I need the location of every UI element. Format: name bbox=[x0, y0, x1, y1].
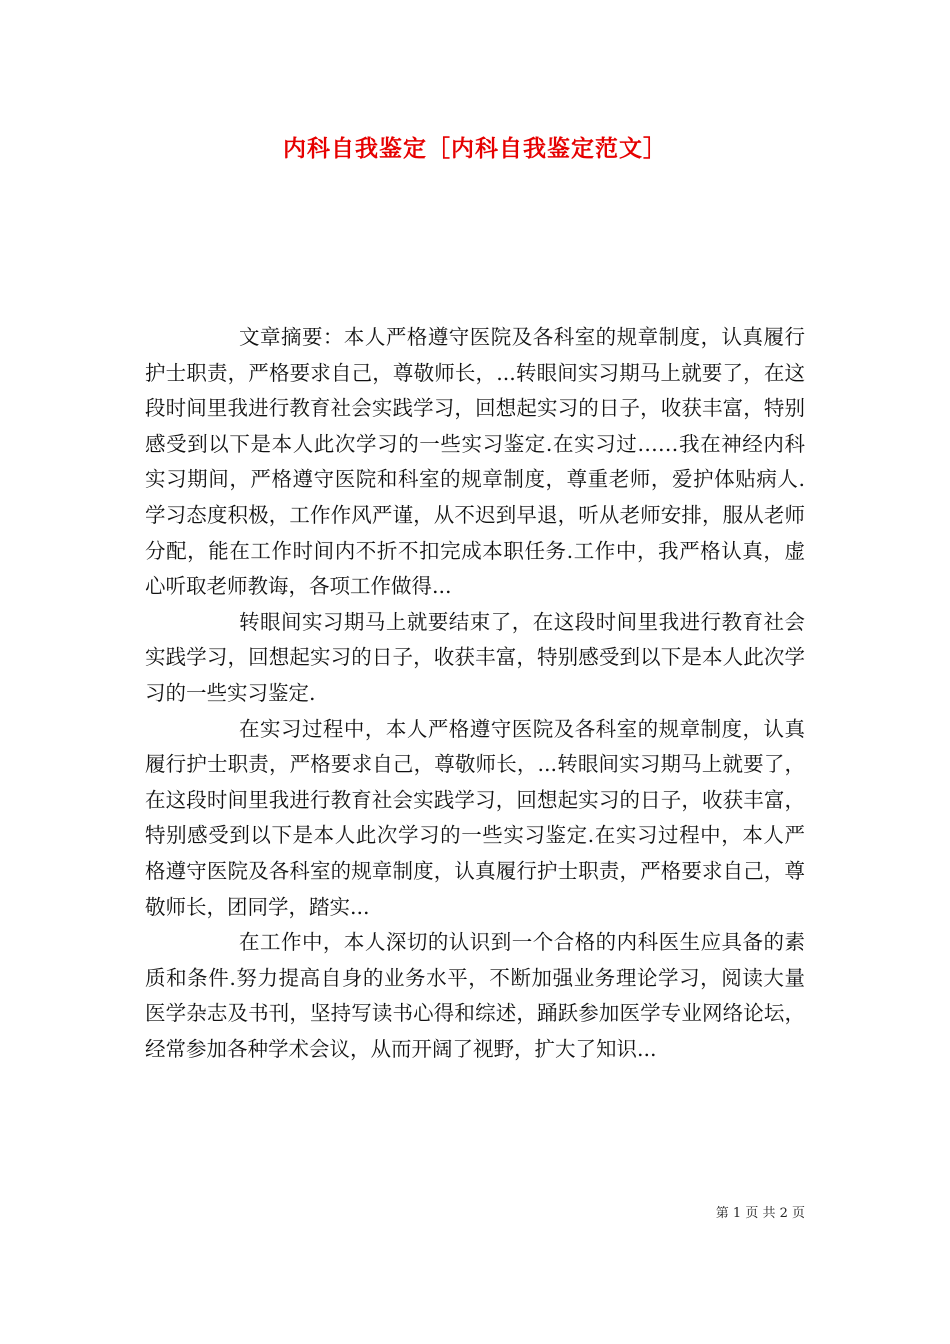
paragraph-3: 在实习过程中，本人严格遵守医院及各科室的规章制度，认真履行护士职责，严格要求自己，尊敬师长，...转眼间实习期马上就要了，在这段时间里我进行教育社会实践学习，回想起实习的日子，收获丰富，特别感受到以下是本人此次学习的一些实习鉴定.在实习过程中，本人严格遵守医院及各科室的规章制度，认真履行护士职责，严格要求自己，尊敬师长，团同学，踏实... bbox=[145, 716, 805, 919]
page-number-footer: 第 1 页 共 2 页 bbox=[715, 1206, 805, 1221]
paragraph-2: 转眼间实习期马上就要结束了，在这段时间里我进行教育社会实践学习，回想起实习的日子，收获丰富，特别感受到以下是本人此次学习的一些实习鉴定. bbox=[145, 609, 805, 705]
document-body bbox=[145, 320, 805, 1067]
document-title: 内科自我鉴定［内科自我鉴定范文］ bbox=[283, 135, 667, 162]
paragraph-4: 在工作中，本人深切的认识到一个合格的内科医生应具备的素质和条件.努力提高自身的业务水平，不断加强业务理论学习，阅读大量医学杂志及书刊，坚持写读书心得和综述，踊跃参加医学专业网络论坛，经常参加各种学术会议，从而开阔了视野，扩大了知识... bbox=[145, 930, 805, 1061]
paragraph-abstract: 文章摘要：本人严格遵守医院及各科室的规章制度，认真履行护士职责，严格要求自己，尊敬师长，...转眼间实习期马上就要了，在这段时间里我进行教育社会实践学习，回想起实习的日子，收获丰富，特别感受到以下是本人此次学习的一些实习鉴定.在实习过……我在神经内科实习期间，严格遵守医院和科室的规章制度，尊重老师，爱护体贴病人.学习态度积极，工作作风严谨，从不迟到早退，听从老师安排，服从老师分配，能在工作时间内不折不扣完成本职任务.工作中，我严格认真，虚心听取老师教诲，各项工作做得... bbox=[145, 325, 805, 599]
